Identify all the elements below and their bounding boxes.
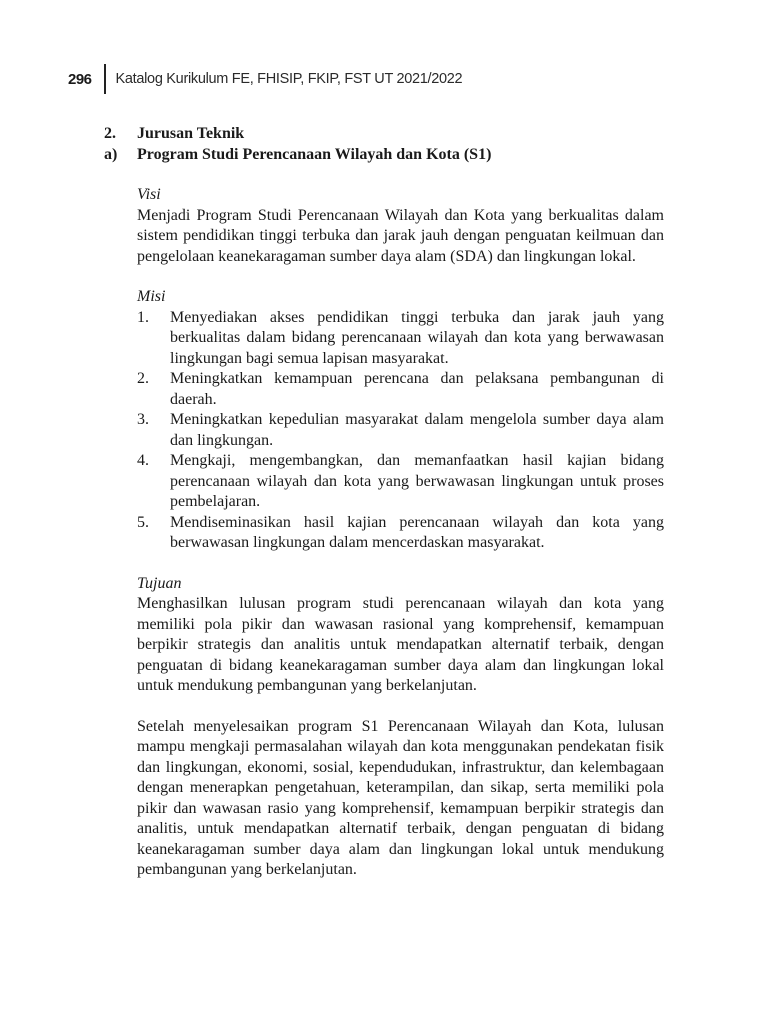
heading-jurusan-text: Jurusan Teknik <box>137 125 245 142</box>
list-item-text: Mengkaji, mengembangkan, dan memanfaatkan hasil kajian bidang perencanaan wilayah dan kota yang berwawasan lingkungan untuk proses pembelajaran. <box>170 452 664 510</box>
page-content <box>104 124 664 881</box>
list-item-number: 2. <box>137 370 149 387</box>
page-header <box>68 64 462 94</box>
list-item-number: 4. <box>137 452 149 469</box>
misi-title: Misi <box>137 288 166 305</box>
header-title: Katalog Kurikulum FE, FHISIP, FKIP, FST UT 2021/2022 <box>115 71 463 87</box>
heading-program-text: Program Studi Perencanaan Wilayah dan Kota (S1) <box>137 145 492 163</box>
page-number: 296 <box>68 70 92 88</box>
tujuan-text: Menghasilkan lulusan program studi perencanaan wilayah dan kota yang memiliki pola pikir dan wawasan rasional yang komprehensif, kemampuan berpikir strategis dan analitis untuk mendapatkan alternatif terbaik, dengan penguatan di bidang keanekaragaman sumber daya alam dan lingkungan lokal untuk mendukung pembangunan yang berkelanjutan. <box>137 595 664 694</box>
tujuan-title: Tujuan <box>137 574 182 592</box>
heading-jurusan-number: 2. <box>104 125 116 142</box>
list-item-text: Menyediakan akses pendidikan tinggi terbuka dan jarak jauh yang berkualitas dalam bidang perencanaan wilayah dan kota yang berwawasan lingkungan bagi semua lapisan masyarakat. <box>170 308 664 367</box>
header-divider <box>104 64 106 94</box>
list-item-number: 1. <box>137 308 149 326</box>
misi-list <box>137 308 664 554</box>
list-item-number: 3. <box>137 411 149 428</box>
list-item <box>137 451 664 513</box>
visi-title: Visi <box>137 186 161 203</box>
visi-section <box>137 185 664 881</box>
list-item-text: Meningkatkan kemampuan perencana dan pelaksana pembangunan di daerah. <box>170 370 664 408</box>
visi-text: Menjadi Program Studi Perencanaan Wilayah dan Kota yang berkualitas dalam sistem pendidikan tinggi terbuka dan jarak jauh dengan penguatan keilmuan dan pengelolaan keanekaragaman sumber daya alam (SDA) dan lingkungan lokal. <box>137 206 664 265</box>
list-item-text: Meningkatkan kepedulian masyarakat dalam mengelola sumber daya alam dan lingkungan. <box>170 411 664 449</box>
heading-jurusan <box>104 124 664 145</box>
tujuan-text-2: Setelah menyelesaikan program S1 Perencanaan Wilayah dan Kota, lulusan mampu mengkaji permasalahan wilayah dan kota menggunakan pendekatan fisik dan lingkungan, ekonomi, sosial, kependudukan, infrastruktur, dan kelembagaan dengan menerapkan pengetahuan, keterampilan, dan sikap, serta memiliki pola pikir dan wawasan rasio yang komprehensif, kemampuan berpikir strategis dan analitis, untuk mendapatkan alternatif terbaik, dengan penguatan di bidang keanekaragaman sumber daya alam dan lingkungan lokal untuk mendukung pembangunan yang berkelanjutan. <box>137 717 664 878</box>
heading-program-number: a) <box>104 145 118 163</box>
list-item <box>137 513 664 554</box>
paragraph-gap <box>137 697 664 717</box>
heading-program <box>104 145 664 166</box>
list-item-text: Mendiseminasikan hasil kajian perencanaan wilayah dan kota yang berwawasan lingkungan dalam mencerdaskan masyarakat. <box>170 513 664 551</box>
list-item <box>137 369 664 410</box>
list-item <box>137 410 664 451</box>
list-item-number: 5. <box>137 513 149 531</box>
list-item <box>137 308 664 370</box>
